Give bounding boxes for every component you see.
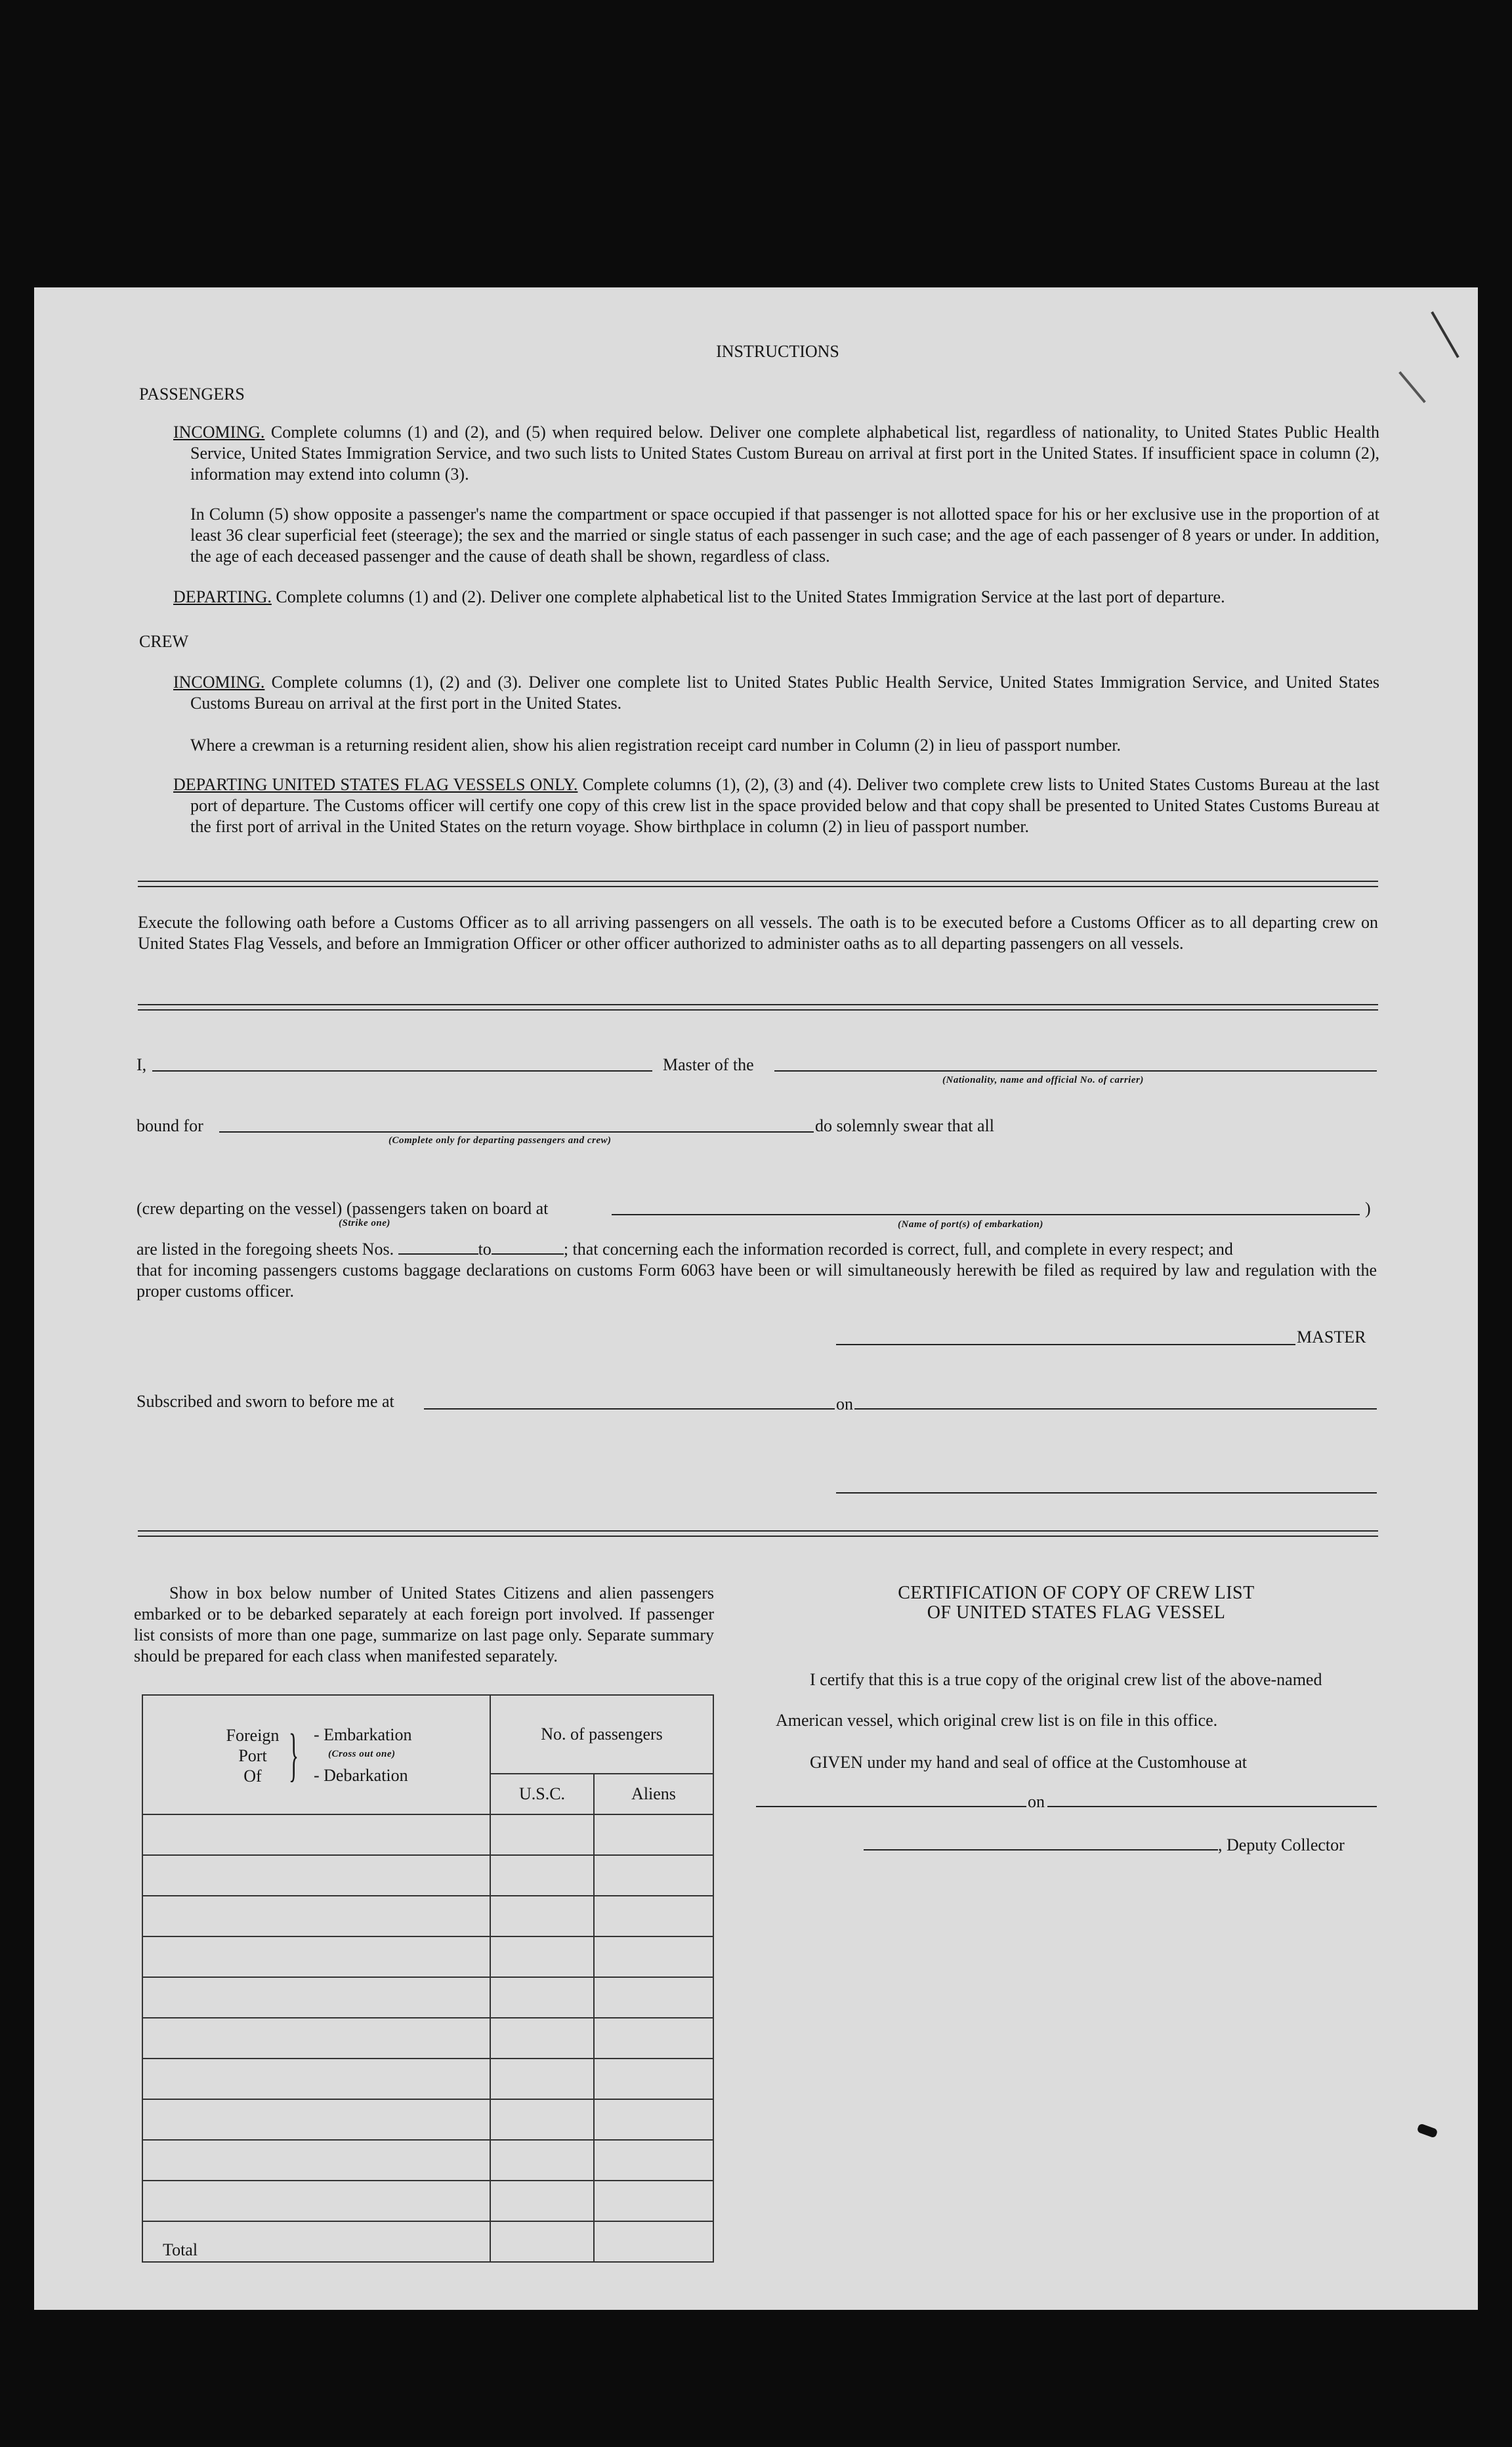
passengers-incoming-text: Complete columns (1) and (2), and (5) when required below. Deliver one complete alphabetical list, regardless of nationality, to United States Public Health Service, United States Immigration Service, and two such lists to United States Custom Bureau on arrival at first port in the United States. If insufficient space in column (2), information may extend into column (3). — [190, 423, 1380, 484]
bound-for-field[interactable] — [219, 1131, 814, 1133]
table-row — [142, 2099, 713, 2140]
section-divider — [138, 1530, 1378, 1537]
port-cell[interactable] — [142, 2181, 490, 2221]
foreign-port-header — [142, 1695, 490, 1814]
port-cell[interactable] — [142, 2018, 490, 2059]
port-cell[interactable] — [142, 1814, 490, 1855]
aliens-cell[interactable] — [594, 2018, 713, 2059]
certify-line2: American vessel, which original crew list is on file in this office. — [776, 1711, 1218, 1730]
master-name-field[interactable] — [152, 1070, 652, 1072]
usc-header: U.S.C. — [490, 1774, 594, 1814]
aliens-total-cell[interactable] — [594, 2221, 713, 2262]
port-cell[interactable] — [142, 2140, 490, 2181]
strike-text: (crew departing on the vessel) (passengers taken on board at — [136, 1199, 549, 1218]
crew-incoming-label: INCOMING. — [173, 673, 265, 692]
table-row — [142, 2181, 713, 2221]
aliens-cell[interactable] — [594, 1896, 713, 1936]
port-label: Port — [238, 1746, 267, 1765]
usc-cell[interactable] — [490, 1896, 594, 1936]
aliens-cell[interactable] — [594, 1977, 713, 2018]
deputy-collector-label: , Deputy Collector — [1218, 1835, 1345, 1854]
foreign-label: Foreign — [226, 1726, 280, 1745]
port-summary-table — [142, 1694, 714, 2263]
port-cell[interactable] — [142, 1977, 490, 2018]
aliens-cell[interactable] — [594, 1855, 713, 1896]
oath-instruction: Execute the following oath before a Customs Officer as to all arriving passengers on all vessels. The oath is to be executed before a Customs Officer as to all departing crew on United States Flag Vessels, and before an Immigration Officer or other officer authorized to administer oaths as to all departing passengers on all vessels. — [138, 913, 1378, 953]
usc-total-cell[interactable] — [490, 2221, 594, 2262]
crew-departing-text: Complete columns (1), (2), (3) and (4). Deliver two complete crew lists to United States Customs Bureau at the last port of departure. The Customs officer will certify one copy of this crew list in the space provided below and that copy shall be presented to United States Customs Bureau at the first port of arrival in the United States on the return voyage. Show birthplace in column (2) in lieu of passport number. — [190, 775, 1379, 836]
listed-suffix: ; that concerning each the information recorded is correct, full, and complete in every respect; and — [563, 1240, 1233, 1259]
passengers-incoming-label: INCOMING. — [173, 423, 265, 442]
table-row — [142, 2059, 713, 2099]
officer-signature-field[interactable] — [836, 1492, 1377, 1494]
port-caption: (Name of port(s) of embarkation) — [898, 1219, 1043, 1230]
passengers-departing-label: DEPARTING. — [173, 587, 272, 606]
swear-text: do solemnly swear that all — [815, 1116, 994, 1135]
close-paren: ) — [1365, 1199, 1371, 1218]
sworn-date-field[interactable] — [854, 1408, 1377, 1410]
aliens-header: Aliens — [594, 1774, 713, 1814]
usc-cell[interactable] — [490, 2099, 594, 2140]
port-cell[interactable] — [142, 1855, 490, 1896]
certification-date-field[interactable] — [1047, 1806, 1377, 1807]
certification-title-line2: OF UNITED STATES FLAG VESSEL — [927, 1602, 1226, 1623]
crew-departing-paragraph — [173, 774, 1379, 837]
aliens-cell[interactable] — [594, 2059, 713, 2099]
aliens-cell[interactable] — [594, 2099, 713, 2140]
bound-for-label: bound for — [136, 1116, 203, 1135]
debarkation-label: - Debarkation — [314, 1766, 408, 1785]
passengers-departing-text: Complete columns (1) and (2). Deliver one complete alphabetical list to the United States Immigration Service at the last port of departure. — [276, 587, 1225, 606]
master-of-label: Master of the — [663, 1055, 754, 1074]
crew-incoming-text: Complete columns (1), (2) and (3). Deliver one complete list to United States Public Health Service, United States Immigration Service, and United States Customs Bureau on arrival at the first port in the United States. — [190, 673, 1379, 713]
subscribed-label: Subscribed and sworn to before me at — [136, 1392, 394, 1411]
carrier-caption: (Nationality, name and official No. of carrier) — [942, 1075, 1144, 1085]
usc-cell[interactable] — [490, 1855, 594, 1896]
sheet-from-field[interactable] — [398, 1239, 478, 1255]
usc-cell[interactable] — [490, 2059, 594, 2099]
brace-icon: } — [289, 1723, 299, 1788]
port-cell[interactable] — [142, 1896, 490, 1936]
certify-line1: I certify that this is a true copy of the original crew list of the above-named — [810, 1670, 1322, 1689]
no-of-passengers-header: No. of passengers — [490, 1695, 713, 1774]
sheet-to-field[interactable] — [492, 1239, 564, 1255]
summary-instruction: Show in box below number of United States Citizens and alien passengers embarked or to be debarked separately at each foreign port involved. If passenger list consists of more than one page, summarize on last page only. Separate summary should be prepared for each class when manifested separately. — [134, 1583, 714, 1665]
strike-caption: (Strike one) — [339, 1218, 390, 1228]
table-row — [142, 1814, 713, 1855]
usc-cell[interactable] — [490, 1977, 594, 2018]
master-signature-field[interactable] — [836, 1344, 1295, 1345]
sworn-at-field[interactable] — [424, 1408, 835, 1410]
deputy-collector-signature-field[interactable] — [864, 1849, 1218, 1851]
crew-departing-label: DEPARTING UNITED STATES FLAG VESSELS ONLY. — [173, 775, 578, 794]
aliens-cell[interactable] — [594, 1936, 713, 1977]
listed-rest: that for incoming passengers customs baggage declarations on customs Form 6063 have been or will simultaneously herewith be filed as required by law and regulation with the proper customs officer. — [136, 1261, 1377, 1301]
table-row — [142, 1936, 713, 1977]
port-of-embarkation-field[interactable] — [612, 1214, 1360, 1215]
crew-incoming-paragraph — [173, 672, 1379, 714]
passengers-incoming-paragraph — [173, 422, 1379, 485]
passengers-column5-paragraph: In Column (5) show opposite a passenger's name the compartment or space occupied if that passenger is not allotted space for his or her exclusive use in the proportion of at least 36 clear superficial feet (steerage); the sex and the married or single status of each passenger in such case; and the age of each passenger of 8 years or under. In addition, the age of each deceased passenger and the cause of death shall be shown, regardless of class. — [190, 505, 1379, 566]
given-line: GIVEN under my hand and seal of office at the Customhouse at — [810, 1753, 1247, 1772]
table-row — [142, 1855, 713, 1896]
crew-resident-paragraph: Where a crewman is a returning resident alien, show his alien registration receipt card number in Column (2) in lieu of passport number. — [190, 736, 1122, 755]
oath-i-label: I, — [136, 1055, 147, 1074]
customhouse-field[interactable] — [756, 1806, 1026, 1807]
usc-cell[interactable] — [490, 2181, 594, 2221]
table-row — [142, 2140, 713, 2181]
passengers-heading: PASSENGERS — [139, 385, 245, 404]
listed-to: to — [478, 1240, 492, 1259]
total-label: Total — [142, 2221, 490, 2262]
carrier-field[interactable] — [774, 1070, 1377, 1072]
embarkation-label: - Embarkation — [314, 1725, 412, 1744]
sworn-on-label: on — [836, 1394, 853, 1413]
table-row — [142, 1896, 713, 1936]
crew-heading: CREW — [139, 632, 189, 651]
table-row — [142, 2018, 713, 2059]
table-row — [142, 1977, 713, 2018]
usc-cell[interactable] — [490, 2018, 594, 2059]
total-row — [142, 2221, 713, 2262]
listed-line — [136, 1239, 1233, 1260]
aliens-cell[interactable] — [594, 2140, 713, 2181]
section-divider — [138, 881, 1378, 887]
listed-prefix: are listed in the foregoing sheets Nos. — [136, 1240, 394, 1259]
port-cell[interactable] — [142, 2059, 490, 2099]
port-cell[interactable] — [142, 1936, 490, 1977]
certification-title-line1: CERTIFICATION OF COPY OF CREW LIST — [898, 1583, 1255, 1603]
page-title: INSTRUCTIONS — [716, 342, 839, 361]
passengers-departing-paragraph — [173, 587, 1379, 608]
usc-cell[interactable] — [490, 1814, 594, 1855]
aliens-cell[interactable] — [594, 1814, 713, 1855]
bound-for-caption: (Complete only for departing passengers and crew) — [388, 1135, 612, 1146]
master-label: MASTER — [1297, 1328, 1366, 1347]
usc-cell[interactable] — [490, 1936, 594, 1977]
port-cell[interactable] — [142, 2099, 490, 2140]
certification-on-label: on — [1028, 1792, 1045, 1811]
cross-out-caption: (Cross out one) — [328, 1749, 396, 1759]
of-label: Of — [243, 1767, 262, 1786]
aliens-cell[interactable] — [594, 2181, 713, 2221]
usc-cell[interactable] — [490, 2140, 594, 2181]
section-divider — [138, 1004, 1378, 1011]
